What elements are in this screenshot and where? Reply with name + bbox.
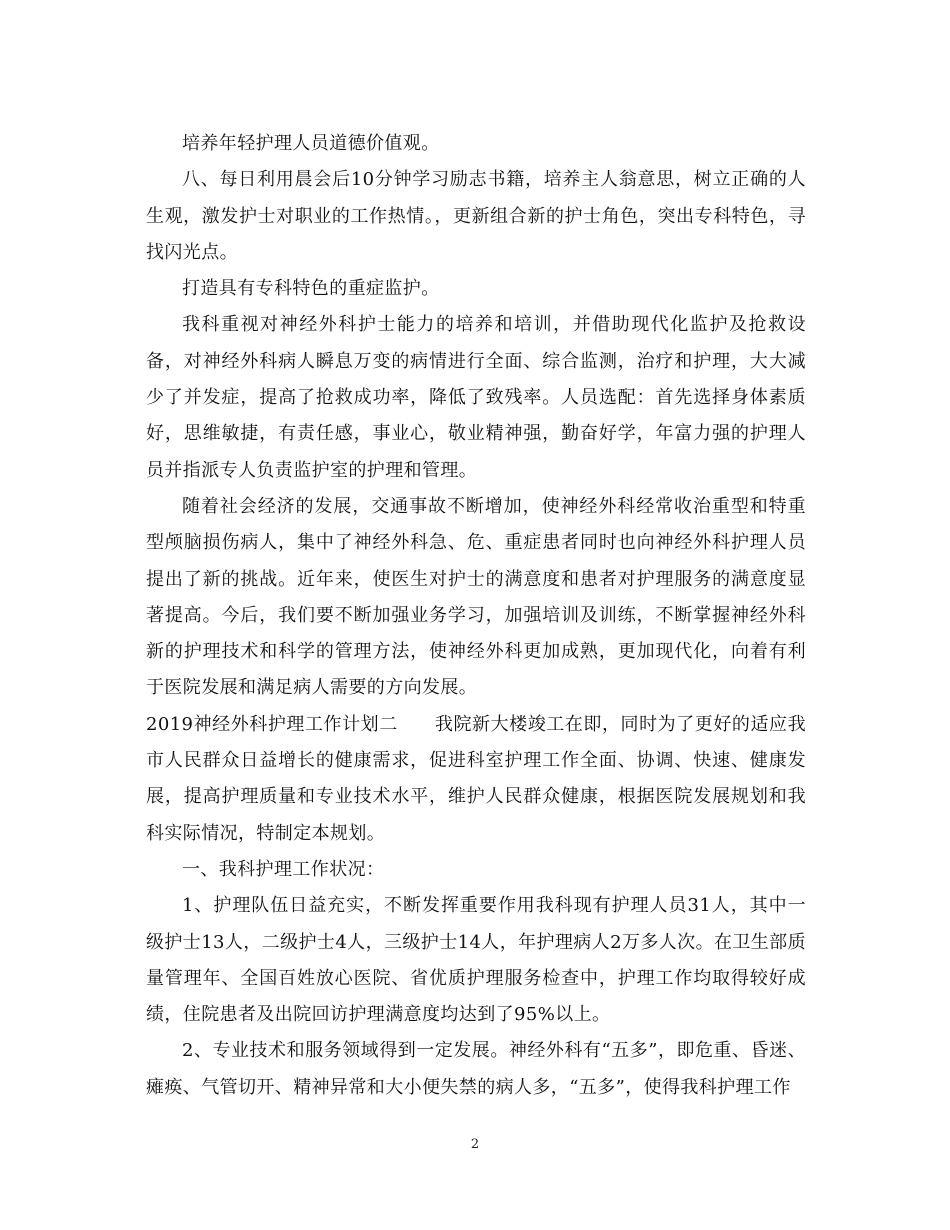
- paragraph-section-one-title: 一、我科护理工作状况：: [182, 858, 385, 880]
- page-number: 2: [470, 1137, 480, 1152]
- paragraph-development: 随着社会经济的发展，交通事故不断增加，使神经外科经常收治重型和特重型颅脑损伤病人，集中了神经外科急、危、重症患者同时也向神经外科护理人员提出了新的挑战。近年来，使医生对护士的满意度和患者对护理服务的满意度显著提高。今后，我们要不断加强业务学习，加强培训及训练，不断掌握神经外科新的护理技术和科学的管理方法，使神经外科更加成熟，更加现代化，向着有利于医院发展和满足病人需要的方向发展。: [146, 495, 806, 699]
- paragraph-icu-specialty: 打造具有专科特色的重症监护。: [182, 278, 440, 300]
- paragraph-staff-status: 1、护理队伍日益充实，不断发挥重要作用我科现有护理人员31人，其中一级护士13人，二级护士4人，三级护士14人，年护理病人2万多人次。在卫生部质量管理年、全国百姓放心医院、省优质护理服务检查中，护理工作均取得较好成绩，住院患者及出院回访护理满意度均达到了95%以上。: [146, 895, 806, 1026]
- document-body: [146, 126, 806, 1106]
- paragraph-technical-development: 2、专业技术和服务领域得到一定发展。神经外科有“五多”，即危重、昏迷、瘫痪、气管切开、精神异常和大小便失禁的病人多，“五多”，使得我科护理工作: [146, 1040, 806, 1098]
- paragraph-nurse-training: 我科重视对神经外科护士能力的培养和培训，并借助现代化监护及抢救设备，对神经外科病人瞬息万变的病情进行全面、综合监测，治疗和护理，大大减少了并发症，提高了抢救成功率，降低了致残率。人员选配：首先选择身体素质好，思维敏捷，有责任感，事业心，敬业精神强，勤奋好学，年富力强的护理人员并指派专人负责监护室的护理和管理。: [146, 314, 806, 481]
- paragraph-plan-two-heading: 2019神经外科护理工作计划二 我院新大楼竣工在即，同时为了更好的适应我市人民群众日益增长的健康需求，促进科室护理工作全面、协调、快速、健康发展，提高护理质量和专业技术水平，维护人民群众健康，根据医院发展规划和我科实际情况，特制定本规划。: [146, 713, 806, 844]
- paragraph-item-eight: 八、每日利用晨会后10分钟学习励志书籍，培养主人翁意思，树立正确的人生观，激发护士对职业的工作热情。，更新组合新的护士角色，突出专科特色，寻找闪光点。: [146, 169, 806, 263]
- paragraph-moral-values: 培养年轻护理人员道德价值观。: [182, 133, 440, 154]
